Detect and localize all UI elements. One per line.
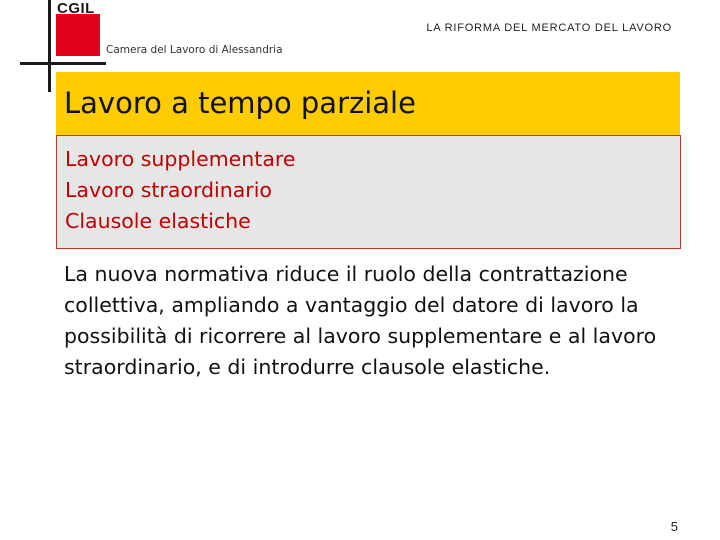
logo-text: CGIL bbox=[57, 0, 95, 17]
crosshair-vertical-line bbox=[48, 0, 51, 92]
topics-box bbox=[56, 135, 681, 249]
topic-item: Clausole elastiche bbox=[65, 209, 251, 233]
slide-title: Lavoro a tempo parziale bbox=[64, 86, 416, 120]
topic-item: Lavoro supplementare bbox=[65, 147, 296, 171]
topic-item: Lavoro straordinario bbox=[65, 178, 272, 202]
organization-name: Camera del Lavoro di Alessandria bbox=[106, 44, 283, 56]
slide-header: LA RIFORMA DEL MERCATO DEL LAVORO bbox=[426, 22, 672, 34]
logo-red-square bbox=[56, 14, 100, 56]
title-bar bbox=[56, 72, 680, 135]
page-number: 5 bbox=[670, 519, 678, 534]
body-paragraph: La nuova normativa riduce il ruolo della contrattazione collettiva, ampliando a vantaggio del datore di lavoro la possibilità di ricorrere al lavoro supplementare e al lavoro straordinario, e di introdurre clausole elastiche. bbox=[64, 262, 657, 379]
crosshair-horizontal-line bbox=[20, 62, 106, 65]
